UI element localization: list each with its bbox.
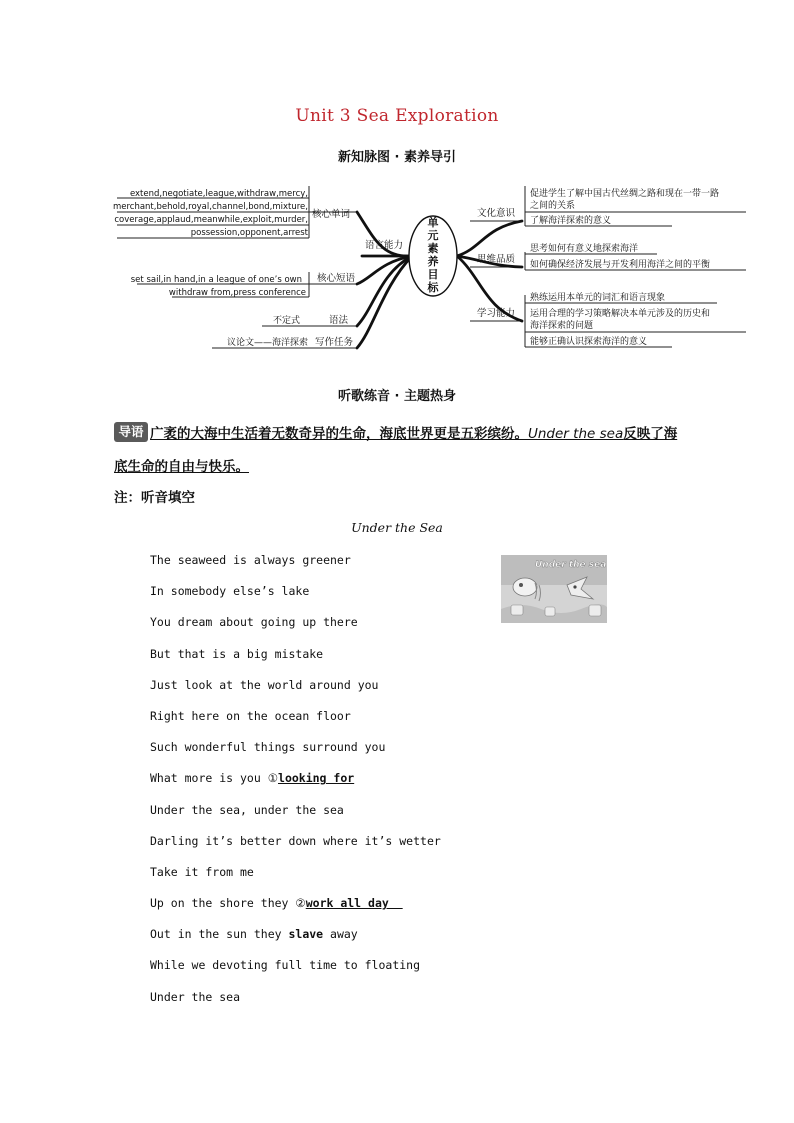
learning-item-3: 能够正确认识探索海洋的意义 — [530, 337, 648, 347]
center-char-4: 养 — [427, 255, 439, 268]
core-phrases-line-2: withdraw from,press conference — [168, 288, 306, 298]
intro-paragraph — [114, 418, 694, 484]
thinking-item-1: 思考如何有意义地探索海洋 — [530, 244, 639, 254]
section-heading-mindmap: 新知脉图 · 素养导引 — [338, 150, 456, 165]
core-words-line-2: merchant,behold,royal,channel,bond,mixture, — [112, 202, 308, 212]
blank-answer: work all day — [305, 896, 403, 911]
lyric-line: Such wonderful things surround you — [150, 740, 386, 755]
lyric-line: The seaweed is always greener — [150, 553, 351, 567]
core-words-line-4: possession,opponent,arrest — [190, 228, 308, 238]
node-learning: 学习能力 — [477, 308, 516, 319]
lyric-line: You dream about going up there — [150, 615, 358, 630]
page-title: Unit 3 Sea Exploration — [295, 106, 499, 126]
lyric-text: away — [323, 927, 358, 942]
lyric-line: Take it from me — [150, 864, 254, 879]
node-grammar: 语法 — [329, 315, 349, 326]
intro-badge: 导语 — [114, 422, 148, 442]
blank-number: ② — [295, 896, 306, 911]
lyric-line: In somebody else’s lake — [150, 584, 310, 599]
center-char-5: 目 — [427, 268, 439, 281]
lyric-line: Darling it’s better down where it’s wetter — [150, 833, 441, 848]
lyric-text: What more is you — [150, 771, 268, 786]
node-core-phrases: 核心短语 — [317, 273, 356, 284]
lyric-line-blank-2 — [150, 893, 441, 924]
lyric-line: Under the sea — [150, 989, 241, 1004]
lyric-text: Out in the sun they — [150, 927, 289, 942]
node-culture: 文化意识 — [477, 208, 516, 219]
center-char-3: 素 — [427, 242, 439, 255]
lyric-line-blank-1 — [150, 768, 441, 799]
illustration-caption: Under the sea — [535, 560, 607, 570]
culture-item-1-cont: 之间的关系 — [530, 201, 576, 211]
lyric-line: Just look at the world around you — [150, 677, 379, 692]
node-writing: 写作任务 — [315, 337, 354, 348]
center-char-2: 元 — [427, 229, 439, 242]
node-thinking: 思维品质 — [477, 254, 516, 265]
unit-goals-mindmap — [112, 178, 752, 356]
song-title: Under the Sea — [351, 520, 443, 535]
node-core-words: 核心单词 — [312, 209, 351, 220]
writing-detail: 议论文——海洋探索 — [226, 338, 308, 348]
intro-song-ref: Under the sea — [528, 426, 624, 442]
under-the-sea-illustration — [501, 555, 607, 623]
branch-language-ability: 语言能力 — [365, 240, 404, 251]
core-phrases-line-1: set sail,in hand,in a league of one’s own — [130, 275, 302, 285]
intro-text-c: 底生命的自由与快乐。 — [114, 459, 249, 475]
lyric-line: While we devoting full time to floating — [150, 958, 421, 973]
culture-item-2: 了解海洋探索的意义 — [530, 216, 612, 226]
blank-answer: looking for — [278, 771, 355, 786]
core-words-line-1: extend,negotiate,league,withdraw,mercy, — [129, 189, 308, 199]
learning-item-2: 运用合理的学习策略解决本单元涉及的历史和 — [530, 309, 711, 319]
intro-text-a: 广袤的大海中生活着无数奇异的生命，海底世界更是五彩缤纷。 — [150, 426, 528, 442]
song-lyrics — [150, 550, 441, 1018]
lyric-line: Under the sea, under the sea — [150, 802, 344, 817]
lyric-line — [150, 924, 441, 955]
learning-item-1: 熟练运用本单元的词汇和语言现象 — [530, 293, 666, 303]
blank-number: ① — [267, 771, 279, 786]
lyric-text: Up on the shore they — [150, 896, 296, 911]
culture-item-1: 促进学生了解中国古代丝绸之路和现在一带一路 — [530, 189, 720, 199]
lyric-line: But that is a big mistake — [150, 646, 324, 661]
intro-text-b: 反映了海 — [623, 426, 678, 442]
learning-item-2-cont: 海洋探索的问题 — [530, 321, 594, 331]
thinking-item-2: 如何确保经济发展与开发利用海洋之间的平衡 — [530, 260, 711, 270]
section-heading-song: 听歌练音 · 主题热身 — [338, 389, 456, 404]
core-words-line-3: coverage,applaud,meanwhile,exploit,murder, — [114, 215, 308, 225]
center-char-1: 单 — [427, 216, 439, 229]
instruction-note: 注：听音填空 — [114, 490, 195, 506]
lyric-keyword: slave — [288, 927, 324, 942]
lyric-line: Right here on the ocean floor — [150, 708, 351, 723]
grammar-detail: 不定式 — [272, 316, 300, 326]
center-char-6: 标 — [427, 281, 439, 294]
